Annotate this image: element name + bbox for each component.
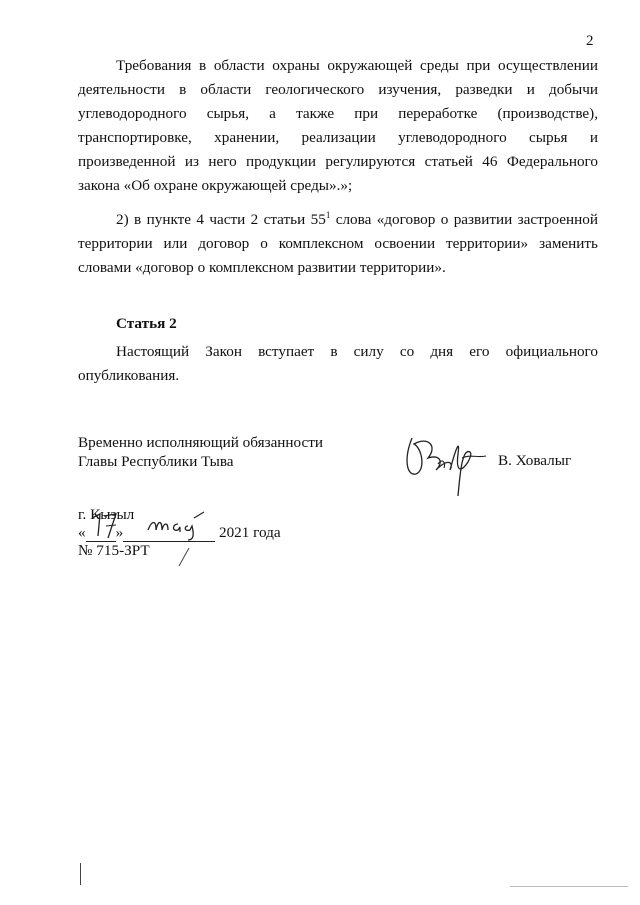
signatory-title-line2: Главы Республики Тыва [78,453,234,470]
place-of-signing: г. Кызыл [78,506,135,523]
signatory-name: В. Ховалыг [498,452,572,469]
page-number: 2 [586,33,594,49]
scan-edge-line [510,886,628,887]
article-heading: Статья 2 [116,315,177,332]
date-close-quote: » [115,524,124,541]
date-year: 2021 года [218,524,281,541]
paragraph-amendment-2 [78,208,598,280]
document-number: № 715-ЗРТ [78,542,150,559]
amendment-text-end: слова «договор о развитии застроенной территории или договор о комплексном освоении территории» заменить словами «договор о комплексном развитии территории». [78,211,598,276]
amendment-text-start: 2) в пункте 4 части 2 статьи 55 [116,211,326,228]
article-superscript: 1 [325,209,331,220]
paragraph-entry-into-force: Настоящий Закон вступает в силу со дня его официального опубликования. [78,343,598,384]
handwritten-day [88,508,128,540]
date-open-quote: « [78,524,86,541]
handwritten-stroke [176,546,192,568]
paragraph-environment-requirements: Требования в области охраны окружающей среды при осуществлении деятельности в области геологического изучения, разведки и добычи углеводородного сырья, а также при переработке (производстве), транспортировке, хранении, реализации углеводородного сырья и произведенной из него продукции регулируются статьей 46 Федерального закона «Об охране окружающей среды».»; [78,57,598,194]
handwritten-month [144,508,210,542]
signatory-title [78,433,323,471]
handwritten-signature [398,418,493,498]
signatory-title-line1: Временно исполняющий обязанности [78,434,324,451]
margin-mark [80,863,81,885]
